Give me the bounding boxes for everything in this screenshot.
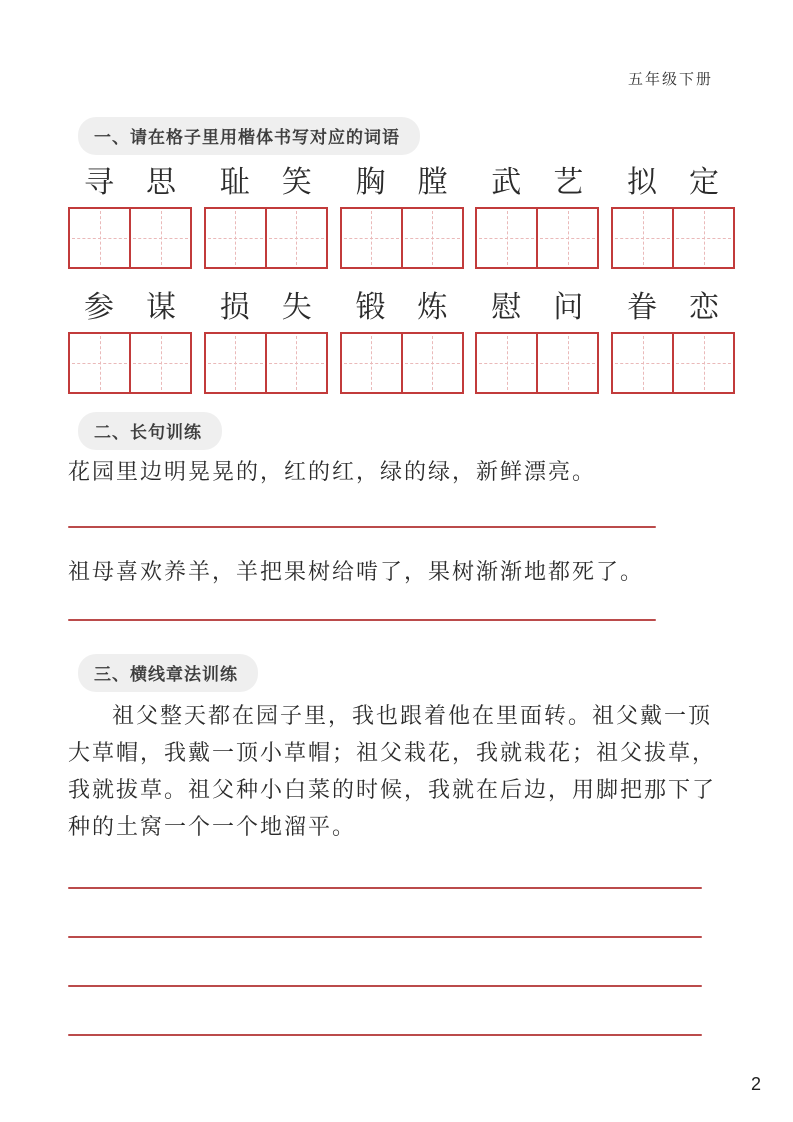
practice-grid-cell (536, 334, 597, 392)
word-pair (475, 163, 599, 203)
word-char: 寻 (84, 165, 114, 200)
word-pair (204, 163, 328, 203)
word-char: 胸 (355, 165, 386, 200)
practice-sentence-2: 祖母喜欢养羊，羊把果树给啃了，果树渐渐地都死了。 (68, 560, 645, 585)
paragraph-line: 祖父整天都在园子里，我也跟着他在里面转。祖父戴一顶 (112, 704, 713, 729)
paragraph-line: 种的土窝一个一个地溜平。 (68, 815, 357, 840)
practice-grid-cell (265, 209, 326, 267)
word-pair (68, 288, 192, 328)
practice-grid-cell (129, 209, 190, 267)
word-pair (204, 288, 328, 328)
writing-line (68, 619, 656, 621)
practice-grid-pair (68, 332, 192, 394)
word-char: 拟 (627, 165, 657, 200)
practice-grid-cell (206, 209, 265, 267)
word-char: 失 (281, 290, 312, 325)
writing-line (68, 936, 702, 938)
practice-grid-cell (129, 334, 190, 392)
word-row-2 (68, 288, 735, 328)
word-char: 炼 (417, 290, 448, 325)
page-number: 2 (750, 1074, 761, 1094)
section-1-heading: 一、请在格子里用楷体书写对应的词语 (78, 117, 420, 155)
word-pair (68, 163, 192, 203)
practice-grid-cell (70, 334, 129, 392)
word-pair (611, 163, 735, 203)
word-char: 谋 (146, 290, 176, 325)
word-char: 慰 (491, 290, 522, 325)
word-char: 笑 (281, 165, 312, 200)
word-char: 损 (219, 290, 250, 325)
writing-line (68, 526, 656, 528)
word-char: 锻 (355, 290, 386, 325)
practice-grid-cell (401, 334, 462, 392)
practice-grid-pair (204, 332, 328, 394)
practice-grid-row-2 (68, 332, 735, 394)
word-char: 艺 (553, 165, 584, 200)
practice-grid-cell (206, 334, 265, 392)
word-char: 眷 (627, 290, 657, 325)
practice-grid-pair (475, 332, 599, 394)
practice-grid-cell (613, 209, 672, 267)
practice-grid-cell (613, 334, 672, 392)
practice-grid-cell (401, 209, 462, 267)
practice-grid-cell (342, 334, 401, 392)
practice-grid-pair (611, 207, 735, 269)
practice-grid-pair (204, 207, 328, 269)
paragraph-line: 大草帽，我戴一顶小草帽；祖父栽花，我就栽花；祖父拔草， (68, 741, 717, 766)
word-pair (340, 163, 464, 203)
writing-line (68, 985, 702, 987)
book-volume-label: 五年级下册 (627, 70, 713, 88)
practice-grid-cell (70, 209, 129, 267)
practice-grid-pair (68, 207, 192, 269)
word-pair (611, 288, 735, 328)
word-row-1 (68, 163, 735, 203)
word-pair (340, 288, 464, 328)
section-3-heading: 三、横线章法训练 (78, 654, 258, 692)
section-2-heading: 二、长句训练 (78, 412, 222, 450)
practice-grid-cell (672, 334, 733, 392)
practice-grid-cell (265, 334, 326, 392)
word-char: 膛 (417, 165, 448, 200)
word-char: 恋 (689, 290, 719, 325)
word-char: 参 (84, 290, 114, 325)
writing-line (68, 887, 702, 889)
word-char: 问 (553, 290, 584, 325)
practice-grid-cell (477, 334, 536, 392)
practice-grid-pair (475, 207, 599, 269)
practice-grid-cell (672, 209, 733, 267)
practice-sentence-1: 花园里边明晃晃的，红的红，绿的绿，新鲜漂亮。 (68, 460, 597, 485)
practice-grid-row-1 (68, 207, 735, 269)
practice-grid-cell (477, 209, 536, 267)
practice-grid-pair (340, 332, 464, 394)
word-char: 定 (689, 165, 719, 200)
practice-paragraph (68, 698, 735, 846)
word-char: 耻 (219, 165, 250, 200)
word-pair (475, 288, 599, 328)
practice-grid-pair (611, 332, 735, 394)
word-char: 思 (146, 165, 176, 200)
paragraph-line: 我就拔草。祖父种小白菜的时候，我就在后边，用脚把那下了 (68, 778, 717, 803)
practice-grid-cell (536, 209, 597, 267)
writing-line (68, 1034, 702, 1036)
practice-grid-pair (340, 207, 464, 269)
practice-grid-cell (342, 209, 401, 267)
word-char: 武 (491, 165, 522, 200)
